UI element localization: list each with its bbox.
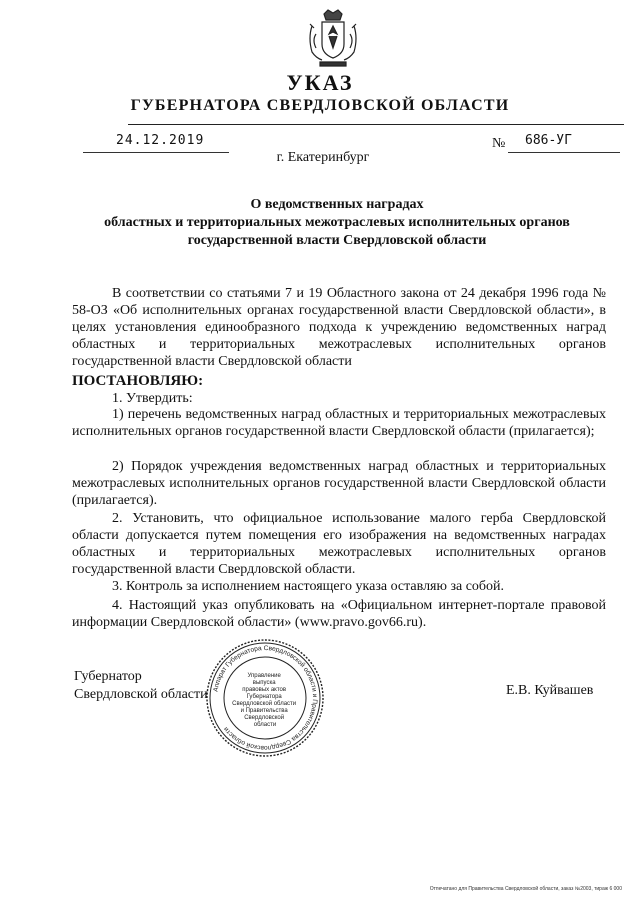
document-number: 686-УГ: [525, 133, 572, 148]
document-date: 24.12.2019: [116, 133, 205, 148]
signatory-title-line-2: Свердловской области: [74, 687, 208, 702]
number-sign: №: [492, 136, 506, 151]
document-type-title: УКАЗ: [286, 70, 354, 95]
signatory-title: [74, 668, 208, 704]
official-stamp: [204, 637, 326, 759]
stamp-ring-text: Аппарат Губернатора Свердловской области и Правительства Свердловской области: [212, 644, 319, 752]
coat-of-arms-emblem: [302, 8, 364, 70]
issuer-title: ГУБЕРНАТОРА СВЕРДЛОВСКОЙ ОБЛАСТИ: [130, 97, 510, 114]
signatory-name: Е.В. Куйвашев: [506, 683, 594, 698]
heading-line-3: государственной власти Свердловской области: [187, 233, 487, 248]
signatory-title-line-1: Губернатор: [74, 669, 142, 684]
item-1-2: 2) Порядок учреждения ведомственных наград областных и территориальных межотраслевых исполнительных органов государственной власти Свердловской области (прилагается).: [72, 459, 606, 508]
item-1-1: 1) перечень ведомственных наград областных и территориальных межотраслевых исполнительных органов государственной власти Свердловской области (прилагается);: [72, 407, 606, 439]
document-heading: [70, 196, 604, 250]
heading-line-1: О ведомственных наградах: [250, 197, 424, 212]
header-divider: [128, 124, 624, 125]
item-2: 2. Установить, что официальное использование малого герба Свердловской области допускается путем помещения его изображения на ведомственных наградах областных и территориальных межотраслевых исполнительных органов государственной власти Свердловской области.: [72, 511, 606, 577]
print-note: Отпечатано для Правительства Свердловской области, заказ №2003, тираж 6 000: [429, 886, 622, 892]
item-3: 3. Контроль за исполнением настоящего указа оставляю за собой.: [112, 579, 505, 594]
decree-word: ПОСТАНОВЛЯЮ:: [72, 373, 204, 389]
preamble-paragraph: В соответствии со статьями 7 и 19 Областного закона от 24 декабря 1996 года № 58-ОЗ «Об исполнительных органах государственной власти Свердловской области», в целях установления единообразного подхода к учреждению ведомственных наград областных и территориальных межотраслевых исполнительных органов государственной власти Свердловской области: [72, 286, 606, 369]
item-1: 1. Утвердить:: [112, 391, 193, 406]
stamp-inner-text: Управление выпуска правовых актов Губернатора Свердловской области и Правительства Свердловской области: [232, 673, 297, 728]
item-4: 4. Настоящий указ опубликовать на «Официальном интернет-портале правовой информации Свердловской области» (www.pravo.gov66.ru).: [72, 598, 606, 630]
city: г. Екатеринбург: [276, 150, 370, 165]
heading-line-2: областных и территориальных межотраслевых исполнительных органов: [104, 215, 570, 230]
